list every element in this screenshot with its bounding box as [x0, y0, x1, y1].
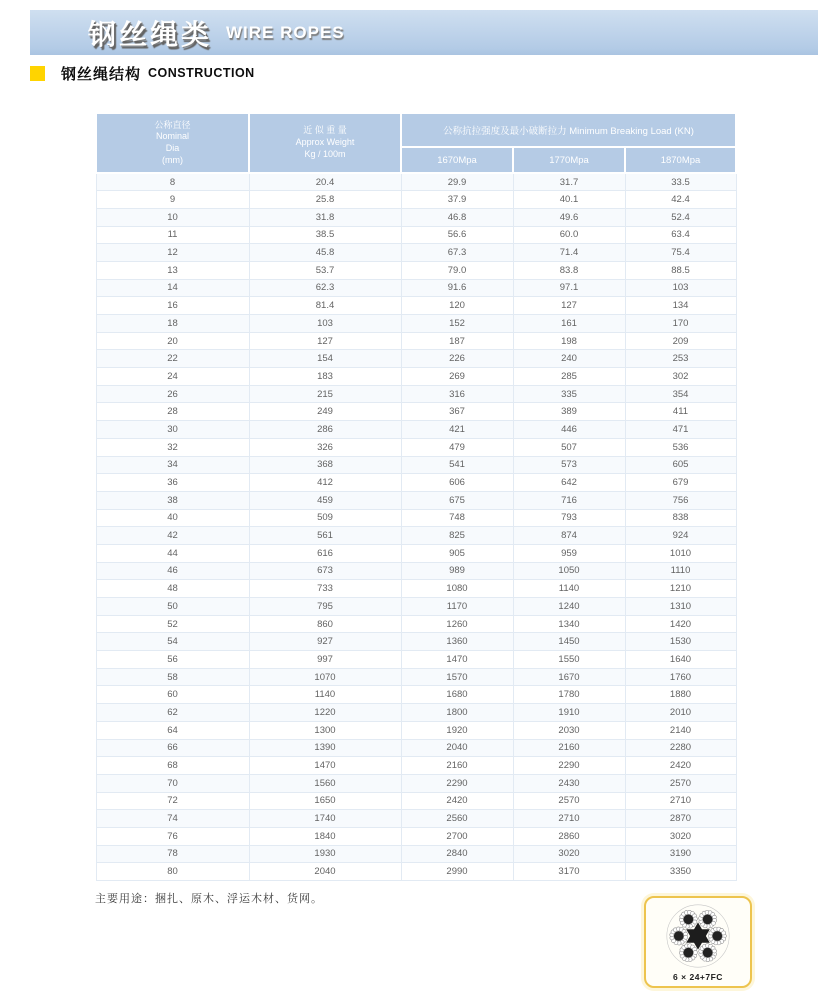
cell-mbl-1870: 679: [625, 474, 736, 492]
table-row: [96, 509, 736, 527]
cell-mbl-1670: 2040: [401, 739, 513, 757]
cell-mbl-1770: 1670: [513, 668, 625, 686]
cell-weight: 1300: [249, 721, 401, 739]
cell-weight: 215: [249, 385, 401, 403]
cell-mbl-1670: 226: [401, 350, 513, 368]
cell-mbl-1770: 2570: [513, 792, 625, 810]
table-row: [96, 527, 736, 545]
cell-mbl-1770: 285: [513, 368, 625, 386]
cell-mbl-1770: 389: [513, 403, 625, 421]
table-row: [96, 863, 736, 881]
usage-note: 主要用途：捆扎、原木、浮运木材、货网。: [95, 893, 323, 905]
rope-construction-label: 6 × 24+7FC: [673, 972, 723, 982]
cell-mbl-1870: 1530: [625, 633, 736, 651]
cell-mbl-1770: 1450: [513, 633, 625, 651]
cell-mbl-1770: 1340: [513, 615, 625, 633]
cell-mbl-1670: 187: [401, 332, 513, 350]
cell-mbl-1770: 1910: [513, 704, 625, 722]
cell-mbl-1670: 675: [401, 491, 513, 509]
cell-mbl-1770: 240: [513, 350, 625, 368]
cell-weight: 509: [249, 509, 401, 527]
cell-mbl-1770: 97.1: [513, 279, 625, 297]
cell-mbl-1670: 2700: [401, 827, 513, 845]
cell-diameter: 44: [96, 544, 249, 562]
cell-diameter: 74: [96, 810, 249, 828]
cell-diameter: 66: [96, 739, 249, 757]
cell-mbl-1770: 71.4: [513, 244, 625, 262]
cell-mbl-1870: 52.4: [625, 208, 736, 226]
cell-mbl-1870: 2710: [625, 792, 736, 810]
cell-weight: 561: [249, 527, 401, 545]
cell-diameter: 54: [96, 633, 249, 651]
cell-diameter: 36: [96, 474, 249, 492]
cell-mbl-1770: 793: [513, 509, 625, 527]
cell-weight: 45.8: [249, 244, 401, 262]
cell-mbl-1670: 56.6: [401, 226, 513, 244]
cell-weight: 1140: [249, 686, 401, 704]
table-row: [96, 615, 736, 633]
cell-mbl-1670: 1470: [401, 651, 513, 669]
cell-mbl-1770: 127: [513, 297, 625, 315]
cell-diameter: 76: [96, 827, 249, 845]
table-row: [96, 562, 736, 580]
table-row: [96, 544, 736, 562]
cell-diameter: 34: [96, 456, 249, 474]
table-header: [96, 113, 736, 173]
table-row: [96, 474, 736, 492]
table-row: [96, 491, 736, 509]
cell-diameter: 32: [96, 438, 249, 456]
rope-diagram-box: [644, 896, 752, 988]
cell-mbl-1770: 3020: [513, 845, 625, 863]
cell-weight: 53.7: [249, 261, 401, 279]
cell-weight: 103: [249, 315, 401, 333]
cell-weight: 927: [249, 633, 401, 651]
cell-mbl-1870: 170: [625, 315, 736, 333]
cell-mbl-1870: 411: [625, 403, 736, 421]
cell-mbl-1870: 471: [625, 421, 736, 439]
col-header-weight: [249, 113, 401, 173]
cell-mbl-1770: 31.7: [513, 173, 625, 191]
table-row: [96, 279, 736, 297]
table-row: [96, 191, 736, 209]
cell-mbl-1670: 1920: [401, 721, 513, 739]
table-row: [96, 686, 736, 704]
cell-mbl-1770: 1780: [513, 686, 625, 704]
cell-diameter: 72: [96, 792, 249, 810]
header-line: Approx Weight: [295, 137, 355, 148]
cell-diameter: 28: [96, 403, 249, 421]
cell-diameter: 48: [96, 580, 249, 598]
cell-mbl-1670: 37.9: [401, 191, 513, 209]
cell-mbl-1870: 1640: [625, 651, 736, 669]
cell-mbl-1870: 209: [625, 332, 736, 350]
cell-diameter: 18: [96, 315, 249, 333]
cell-diameter: 12: [96, 244, 249, 262]
cell-mbl-1870: 1110: [625, 562, 736, 580]
cell-weight: 733: [249, 580, 401, 598]
cell-mbl-1670: 1570: [401, 668, 513, 686]
cell-diameter: 11: [96, 226, 249, 244]
cell-mbl-1770: 40.1: [513, 191, 625, 209]
cell-mbl-1770: 874: [513, 527, 625, 545]
cell-mbl-1670: 2990: [401, 863, 513, 881]
cell-weight: 62.3: [249, 279, 401, 297]
cell-mbl-1670: 1800: [401, 704, 513, 722]
cell-mbl-1870: 354: [625, 385, 736, 403]
cell-weight: 997: [249, 651, 401, 669]
header-line: 公称直径: [154, 119, 191, 130]
cell-mbl-1870: 756: [625, 491, 736, 509]
cell-weight: 286: [249, 421, 401, 439]
table-row: [96, 845, 736, 863]
header-line: 近 似 重 量: [303, 125, 347, 136]
cell-weight: 1470: [249, 757, 401, 775]
cell-mbl-1770: 959: [513, 544, 625, 562]
table-row: [96, 332, 736, 350]
cell-mbl-1670: 29.9: [401, 173, 513, 191]
cell-mbl-1770: 2030: [513, 721, 625, 739]
table-row: [96, 421, 736, 439]
wire-rope-spec-table: [95, 112, 737, 881]
col-header-diameter: [96, 113, 249, 173]
cell-mbl-1770: 49.6: [513, 208, 625, 226]
cell-mbl-1770: 1050: [513, 562, 625, 580]
cell-mbl-1770: 2160: [513, 739, 625, 757]
cell-diameter: 9: [96, 191, 249, 209]
cell-diameter: 50: [96, 598, 249, 616]
cell-diameter: 58: [96, 668, 249, 686]
cell-mbl-1870: 42.4: [625, 191, 736, 209]
table-row: [96, 368, 736, 386]
cell-mbl-1670: 67.3: [401, 244, 513, 262]
col-header-1670mpa: 1670Mpa: [401, 147, 513, 173]
header-line: (mm): [162, 154, 183, 165]
cell-mbl-1770: 2430: [513, 774, 625, 792]
cell-mbl-1870: 2010: [625, 704, 736, 722]
cell-mbl-1670: 269: [401, 368, 513, 386]
cell-mbl-1870: 63.4: [625, 226, 736, 244]
cell-mbl-1870: 3190: [625, 845, 736, 863]
table-row: [96, 810, 736, 828]
cell-weight: 127: [249, 332, 401, 350]
cell-diameter: 70: [96, 774, 249, 792]
cell-diameter: 14: [96, 279, 249, 297]
cell-diameter: 80: [96, 863, 249, 881]
cell-mbl-1670: 748: [401, 509, 513, 527]
cell-weight: 1650: [249, 792, 401, 810]
cell-mbl-1870: 2140: [625, 721, 736, 739]
cell-mbl-1870: 302: [625, 368, 736, 386]
section-heading: [30, 64, 255, 82]
cell-weight: 1070: [249, 668, 401, 686]
cell-diameter: 60: [96, 686, 249, 704]
cell-mbl-1870: 253: [625, 350, 736, 368]
cell-mbl-1870: 838: [625, 509, 736, 527]
cell-diameter: 38: [96, 491, 249, 509]
cell-mbl-1870: 605: [625, 456, 736, 474]
cell-mbl-1870: 1210: [625, 580, 736, 598]
cell-diameter: 22: [96, 350, 249, 368]
table-row: [96, 651, 736, 669]
cell-diameter: 78: [96, 845, 249, 863]
cell-diameter: 56: [96, 651, 249, 669]
cell-mbl-1670: 91.6: [401, 279, 513, 297]
cell-diameter: 68: [96, 757, 249, 775]
cell-diameter: 16: [96, 297, 249, 315]
cell-mbl-1870: 2280: [625, 739, 736, 757]
cell-mbl-1870: 88.5: [625, 261, 736, 279]
cell-weight: 31.8: [249, 208, 401, 226]
cell-mbl-1870: 536: [625, 438, 736, 456]
cell-mbl-1770: 716: [513, 491, 625, 509]
cell-diameter: 62: [96, 704, 249, 722]
cell-mbl-1870: 1420: [625, 615, 736, 633]
cell-mbl-1670: 2160: [401, 757, 513, 775]
cell-mbl-1670: 152: [401, 315, 513, 333]
cell-mbl-1870: 924: [625, 527, 736, 545]
table-row: [96, 580, 736, 598]
cell-weight: 368: [249, 456, 401, 474]
cell-mbl-1670: 479: [401, 438, 513, 456]
cell-mbl-1670: 1360: [401, 633, 513, 651]
cell-weight: 20.4: [249, 173, 401, 191]
cell-diameter: 46: [96, 562, 249, 580]
cell-weight: 183: [249, 368, 401, 386]
cell-mbl-1870: 2570: [625, 774, 736, 792]
table-row: [96, 297, 736, 315]
cell-mbl-1770: 446: [513, 421, 625, 439]
banner-title-en: WIRE ROPES: [226, 22, 345, 42]
cell-mbl-1670: 1680: [401, 686, 513, 704]
cell-mbl-1770: 60.0: [513, 226, 625, 244]
table-row: [96, 385, 736, 403]
page-banner: [30, 8, 818, 55]
cell-mbl-1770: 1140: [513, 580, 625, 598]
cell-weight: 673: [249, 562, 401, 580]
cell-diameter: 8: [96, 173, 249, 191]
cell-diameter: 10: [96, 208, 249, 226]
table-row: [96, 456, 736, 474]
cell-mbl-1670: 367: [401, 403, 513, 421]
table-row: [96, 633, 736, 651]
table-row: [96, 668, 736, 686]
table-row: [96, 598, 736, 616]
cell-diameter: 40: [96, 509, 249, 527]
table-row: [96, 827, 736, 845]
cell-mbl-1670: 825: [401, 527, 513, 545]
cell-mbl-1770: 2710: [513, 810, 625, 828]
cell-diameter: 52: [96, 615, 249, 633]
table-row: [96, 315, 736, 333]
cell-diameter: 30: [96, 421, 249, 439]
cell-mbl-1770: 3170: [513, 863, 625, 881]
cell-mbl-1670: 1260: [401, 615, 513, 633]
header-line: Kg / 100m: [304, 148, 346, 159]
col-header-breaking-load: 公称抗拉强度及最小破断拉力 Minimum Breaking Load (KN): [401, 113, 736, 147]
cell-weight: 1560: [249, 774, 401, 792]
cell-mbl-1870: 1760: [625, 668, 736, 686]
cell-mbl-1870: 75.4: [625, 244, 736, 262]
table-row: [96, 739, 736, 757]
cell-weight: 795: [249, 598, 401, 616]
cell-weight: 412: [249, 474, 401, 492]
cell-mbl-1870: 3350: [625, 863, 736, 881]
table-row: [96, 774, 736, 792]
cell-mbl-1870: 2420: [625, 757, 736, 775]
cell-weight: 1390: [249, 739, 401, 757]
cell-mbl-1870: 1310: [625, 598, 736, 616]
cell-weight: 1220: [249, 704, 401, 722]
cell-weight: 81.4: [249, 297, 401, 315]
yellow-square-bullet-icon: [30, 66, 45, 81]
cell-mbl-1670: 1080: [401, 580, 513, 598]
cell-mbl-1770: 335: [513, 385, 625, 403]
cell-mbl-1770: 83.8: [513, 261, 625, 279]
cell-mbl-1670: 2420: [401, 792, 513, 810]
col-header-1870mpa: 1870Mpa: [625, 147, 736, 173]
section-title-cn: 钢丝绳结构: [61, 65, 142, 83]
cell-mbl-1770: 1240: [513, 598, 625, 616]
cell-diameter: 13: [96, 261, 249, 279]
table-row: [96, 704, 736, 722]
table-row: [96, 403, 736, 421]
cell-mbl-1670: 2290: [401, 774, 513, 792]
cell-mbl-1670: 316: [401, 385, 513, 403]
cell-weight: 326: [249, 438, 401, 456]
table-row: [96, 350, 736, 368]
section-title-en: CONSTRUCTION: [148, 66, 255, 80]
cell-mbl-1870: 103: [625, 279, 736, 297]
header-line: Dia: [165, 143, 180, 153]
table-row: [96, 721, 736, 739]
cell-mbl-1870: 2870: [625, 810, 736, 828]
table-row: [96, 438, 736, 456]
cell-weight: 459: [249, 491, 401, 509]
cell-mbl-1870: 1880: [625, 686, 736, 704]
cell-mbl-1770: 642: [513, 474, 625, 492]
cell-mbl-1870: 3020: [625, 827, 736, 845]
table-row: [96, 261, 736, 279]
table-row: [96, 226, 736, 244]
cell-weight: 38.5: [249, 226, 401, 244]
cell-diameter: 24: [96, 368, 249, 386]
cell-weight: 249: [249, 403, 401, 421]
cell-mbl-1870: 134: [625, 297, 736, 315]
cell-diameter: 20: [96, 332, 249, 350]
cell-weight: 1930: [249, 845, 401, 863]
cell-mbl-1770: 1550: [513, 651, 625, 669]
table-row: [96, 208, 736, 226]
cell-weight: 616: [249, 544, 401, 562]
table-row: [96, 244, 736, 262]
cell-mbl-1670: 989: [401, 562, 513, 580]
cell-weight: 25.8: [249, 191, 401, 209]
cell-mbl-1770: 161: [513, 315, 625, 333]
cell-mbl-1770: 2290: [513, 757, 625, 775]
cell-mbl-1870: 1010: [625, 544, 736, 562]
cell-mbl-1670: 46.8: [401, 208, 513, 226]
cell-mbl-1670: 606: [401, 474, 513, 492]
table-row: [96, 792, 736, 810]
cell-weight: 1840: [249, 827, 401, 845]
cell-weight: 1740: [249, 810, 401, 828]
cell-mbl-1670: 1170: [401, 598, 513, 616]
cell-mbl-1770: 198: [513, 332, 625, 350]
banner-title-cn: 钢丝绳类: [88, 18, 213, 50]
cell-mbl-1670: 421: [401, 421, 513, 439]
col-header-1770mpa: 1770Mpa: [513, 147, 625, 173]
cell-mbl-1670: 2840: [401, 845, 513, 863]
cell-mbl-1670: 120: [401, 297, 513, 315]
cell-diameter: 26: [96, 385, 249, 403]
header-line: Nominal: [155, 131, 189, 142]
cell-mbl-1770: 573: [513, 456, 625, 474]
cell-mbl-1770: 2860: [513, 827, 625, 845]
cell-weight: 860: [249, 615, 401, 633]
cell-mbl-1670: 2560: [401, 810, 513, 828]
cell-diameter: 42: [96, 527, 249, 545]
table-row: [96, 757, 736, 775]
cell-mbl-1870: 33.5: [625, 173, 736, 191]
cell-mbl-1670: 905: [401, 544, 513, 562]
cell-weight: 2040: [249, 863, 401, 881]
rope-cross-section-icon: [662, 902, 734, 970]
cell-mbl-1770: 507: [513, 438, 625, 456]
cell-weight: 154: [249, 350, 401, 368]
table-body: [96, 173, 736, 881]
cell-mbl-1670: 79.0: [401, 261, 513, 279]
table-row: [96, 173, 736, 191]
cell-diameter: 64: [96, 721, 249, 739]
cell-mbl-1670: 541: [401, 456, 513, 474]
